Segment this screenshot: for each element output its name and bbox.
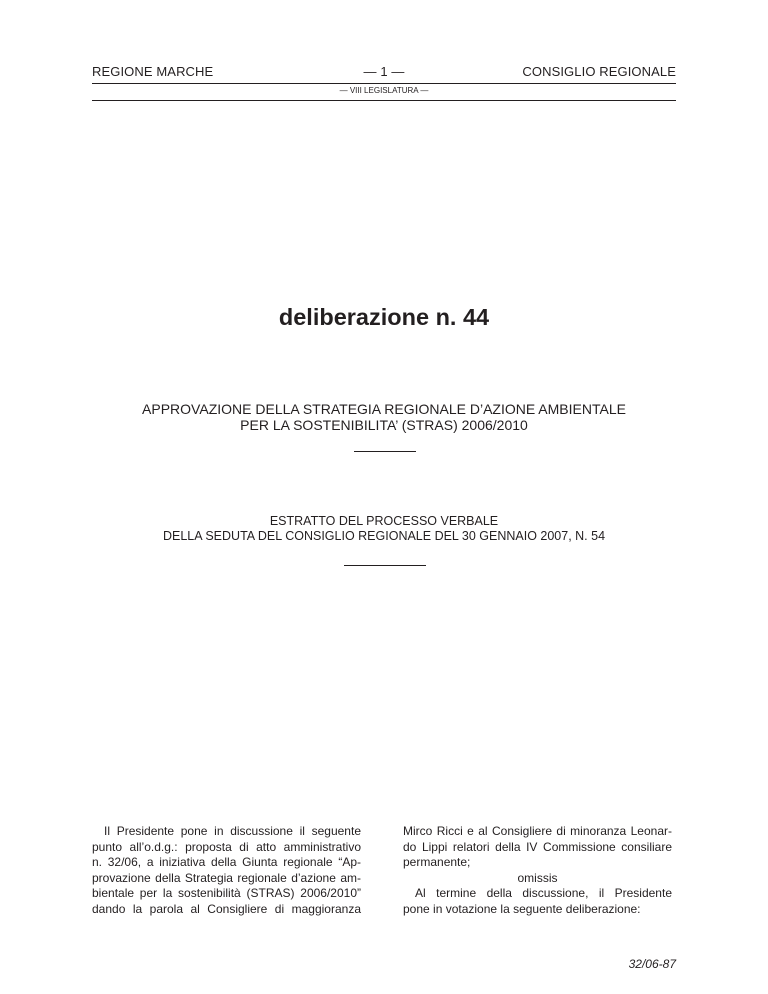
body-line: permanente; [403,855,471,869]
subject-line-1: APPROVAZIONE DELLA STRATEGIA REGIONALE D’AZIONE AMBIENTALE [142,401,626,417]
body-line: n. 32/06, a iniziativa della Giunta regionale “Ap- [92,855,361,869]
extract-divider [344,565,426,566]
body-line: provazione della Strategia regionale d’azione am- [92,870,361,885]
extract-line-2: DELLA SEDUTA DEL CONSIGLIO REGIONALE DEL 30 GENNAIO 2007, N. 54 [162,529,606,543]
header-council: CONSIGLIO REGIONALE [522,64,676,79]
body-column-left [92,824,361,917]
body-line: pone in votazione la seguente deliberazione: [403,901,641,916]
body-line: Mirco Ricci e al Consigliere di minoranza Leonar- [403,824,672,838]
deliberation-subject [0,401,768,433]
subject-line-2: PER LA SOSTENIBILITA’ (STRAS) 2006/2010 [240,417,528,433]
extract-line-1: ESTRATTO DEL PROCESSO VERBALE [269,514,499,528]
body-line: punto all’o.d.g.: proposta di atto amministrativo [92,839,361,854]
body-column-right [403,824,672,917]
header-rule-bottom [92,100,676,101]
body-line: bientale per la sostenibilità (STRAS) 2006/2010” [92,886,361,900]
body-line: dando la parola al Consigliere di maggioranza [92,901,361,916]
body-line: do Lippi relatori della IV Commissione consiliare [403,839,672,854]
omissis-marker: omissis [517,870,558,885]
page-number: — 1 — [363,64,405,79]
header-region: REGIONE MARCHE [92,64,214,79]
body-line: Al termine della discussione, il Presidente [415,886,672,900]
minutes-extract [0,514,768,544]
document-code: 32/06-87 [628,957,676,971]
header-rule-top [92,83,676,84]
body-line: Il Presidente pone in discussione il seguente [104,824,361,838]
subject-divider [354,451,416,452]
legislature-label: — VIII LEGISLATURA — [339,86,429,95]
page-title: deliberazione n. 44 [278,304,490,330]
